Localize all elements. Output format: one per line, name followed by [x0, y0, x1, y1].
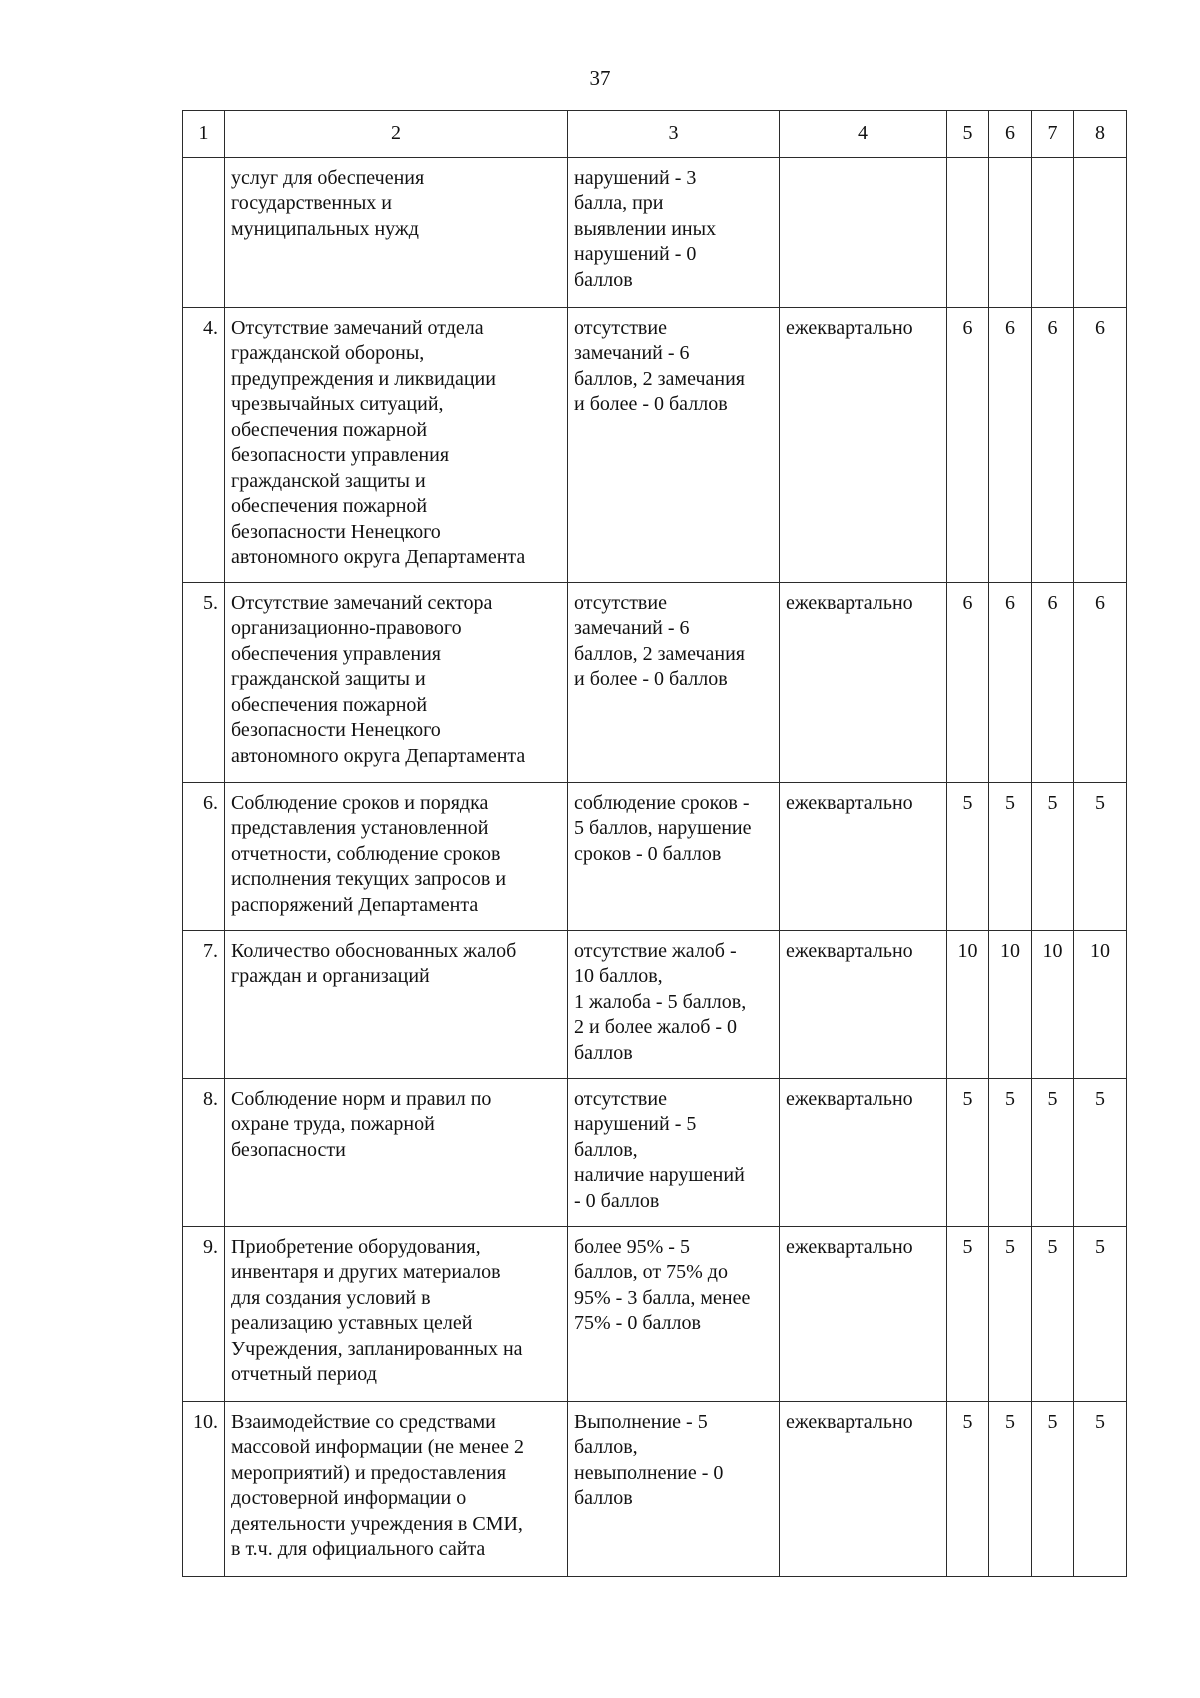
- period-cell: ежеквартально: [780, 307, 947, 582]
- score-cell: 5: [1032, 1226, 1074, 1401]
- column-header-2: 2: [225, 111, 568, 158]
- column-header-8: 8: [1074, 111, 1127, 158]
- score-cell: 5: [947, 782, 989, 930]
- scale-cell: нарушений - 3 балла, при выявлении иных нарушений - 0 баллов: [568, 157, 780, 307]
- column-header-6: 6: [989, 111, 1032, 158]
- table-row: [183, 782, 1127, 930]
- criterion-cell: Количество обоснованных жалоб граждан и организаций: [225, 930, 568, 1078]
- score-cell: 6: [1032, 307, 1074, 582]
- period-cell: [780, 157, 947, 307]
- table-row: [183, 930, 1127, 1078]
- column-header-4: 4: [780, 111, 947, 158]
- column-header-7: 7: [1032, 111, 1074, 158]
- score-cell: 5: [1074, 1078, 1127, 1226]
- score-cell: 6: [989, 582, 1032, 782]
- row-number: 8.: [183, 1078, 225, 1226]
- score-cell: 5: [947, 1401, 989, 1576]
- criterion-cell: Приобретение оборудования, инвентаря и других материалов для создания условий в реализацию уставных целей Учреждения, запланированных на отчетный период: [225, 1226, 568, 1401]
- row-number: 5.: [183, 582, 225, 782]
- period-cell: ежеквартально: [780, 782, 947, 930]
- score-cell: 6: [1032, 582, 1074, 782]
- scale-cell: отсутствие замечаний - 6 баллов, 2 замечания и более - 0 баллов: [568, 582, 780, 782]
- score-cell: 10: [947, 930, 989, 1078]
- score-cell: 5: [1074, 1226, 1127, 1401]
- score-cell: [947, 157, 989, 307]
- score-cell: 5: [947, 1226, 989, 1401]
- period-cell: ежеквартально: [780, 930, 947, 1078]
- score-cell: 5: [989, 1078, 1032, 1226]
- score-cell: 10: [1032, 930, 1074, 1078]
- score-cell: 5: [989, 1226, 1032, 1401]
- row-number: [183, 157, 225, 307]
- table-row: [183, 1078, 1127, 1226]
- score-cell: 5: [1032, 1078, 1074, 1226]
- criteria-table: [182, 110, 1127, 1577]
- score-cell: 6: [947, 582, 989, 782]
- table-row: [183, 157, 1127, 307]
- criterion-cell: Соблюдение сроков и порядка представления установленной отчетности, соблюдение сроков исполнения текущих запросов и распоряжений Департамента: [225, 782, 568, 930]
- score-cell: 5: [989, 782, 1032, 930]
- scale-cell: отсутствие нарушений - 5 баллов, наличие нарушений - 0 баллов: [568, 1078, 780, 1226]
- table-row: [183, 582, 1127, 782]
- score-cell: [989, 157, 1032, 307]
- row-number: 4.: [183, 307, 225, 582]
- score-cell: 10: [989, 930, 1032, 1078]
- criterion-cell: Соблюдение норм и правил по охране труда, пожарной безопасности: [225, 1078, 568, 1226]
- score-cell: 5: [1032, 1401, 1074, 1576]
- table-row: [183, 1226, 1127, 1401]
- page-number: 37: [589, 66, 611, 90]
- score-cell: 5: [1074, 782, 1127, 930]
- score-cell: 6: [1074, 307, 1127, 582]
- scale-cell: соблюдение сроков - 5 баллов, нарушение сроков - 0 баллов: [568, 782, 780, 930]
- score-cell: [1032, 157, 1074, 307]
- score-cell: 5: [1032, 782, 1074, 930]
- criterion-cell: услуг для обеспечения государственных и муниципальных нужд: [225, 157, 568, 307]
- header-row: [183, 111, 1127, 158]
- criterion-cell: Отсутствие замечаний сектора организационно-правового обеспечения управления гражданской защиты и обеспечения пожарной безопасности Ненецкого автономного округа Департамента: [225, 582, 568, 782]
- score-cell: 6: [989, 307, 1032, 582]
- period-cell: ежеквартально: [780, 582, 947, 782]
- score-cell: 5: [989, 1401, 1032, 1576]
- table-row: [183, 307, 1127, 582]
- period-cell: ежеквартально: [780, 1226, 947, 1401]
- criterion-cell: Отсутствие замечаний отдела гражданской обороны, предупреждения и ликвидации чрезвычайных ситуаций, обеспечения пожарной безопасности управления гражданской защиты и обеспечения пожарной безопасности Ненецкого автономного округа Департамента: [225, 307, 568, 582]
- row-number: 6.: [183, 782, 225, 930]
- row-number: 9.: [183, 1226, 225, 1401]
- column-header-1: 1: [183, 111, 225, 158]
- score-cell: 5: [947, 1078, 989, 1226]
- period-cell: ежеквартально: [780, 1401, 947, 1576]
- row-number: 7.: [183, 930, 225, 1078]
- scale-cell: Выполнение - 5 баллов, невыполнение - 0 баллов: [568, 1401, 780, 1576]
- column-header-5: 5: [947, 111, 989, 158]
- score-cell: 6: [947, 307, 989, 582]
- period-cell: ежеквартально: [780, 1078, 947, 1226]
- scale-cell: более 95% - 5 баллов, от 75% до 95% - 3 балла, менее 75% - 0 баллов: [568, 1226, 780, 1401]
- scale-cell: отсутствие замечаний - 6 баллов, 2 замечания и более - 0 баллов: [568, 307, 780, 582]
- score-cell: [1074, 157, 1127, 307]
- table-row: [183, 1401, 1127, 1576]
- score-cell: 5: [1074, 1401, 1127, 1576]
- score-cell: 10: [1074, 930, 1127, 1078]
- score-cell: 6: [1074, 582, 1127, 782]
- column-header-3: 3: [568, 111, 780, 158]
- criterion-cell: Взаимодействие со средствами массовой информации (не менее 2 мероприятий) и предоставления достоверной информации о деятельности учреждения в СМИ, в т.ч. для официального сайта: [225, 1401, 568, 1576]
- scale-cell: отсутствие жалоб - 10 баллов, 1 жалоба - 5 баллов, 2 и более жалоб - 0 баллов: [568, 930, 780, 1078]
- row-number: 10.: [183, 1401, 225, 1576]
